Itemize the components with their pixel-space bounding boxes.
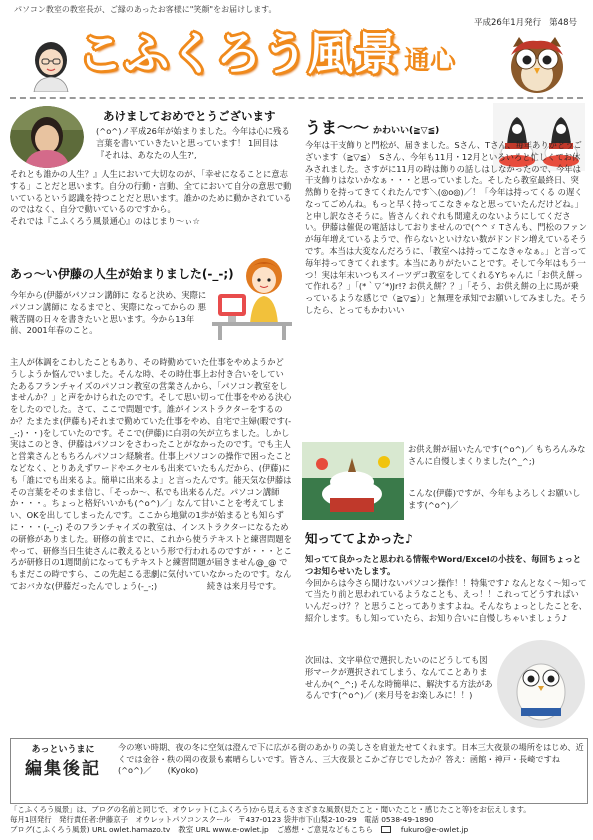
editor-note-text: 今の寒い時期、夜の冬に空気は澄んで下に広がる街のあかりの美しさを肩並たせてくれます。日本三大夜景の場所をはじめ、近くでは金谷・秩の岡の夜景も素晴らしいです。皆さん、三大夜景とこかご存じでしたか？答え：函館・神戸・長崎ですね(^o^)／ (Kyoko) xyxy=(118,742,584,776)
uma-title-small: かわいい(≧▽≦) xyxy=(373,126,440,136)
editor-note-label-big: 編集後記 xyxy=(25,758,101,779)
greeting-body-long: それとも誰かの人生？』人生において大切なのが、「幸せになることに意志する」ことだと思います。自分の行動・言動、全てにおいて自分の意思で動いているという認識を持つことだと思います。誰かのために動かされているのではなく、自分で動いているのですから。 xyxy=(10,169,292,215)
owl-logo-icon xyxy=(505,33,569,95)
masthead-title: こふくろう風景 xyxy=(78,27,401,80)
footer-email[interactable] xyxy=(381,825,468,835)
avatar-icon xyxy=(26,34,76,92)
greeting-closing: それでは『こふくろう風景通心』のはじまり～ぃ☆ xyxy=(10,216,200,227)
footer-line-3 xyxy=(10,825,588,835)
issue-number: 第48号 xyxy=(549,18,577,28)
editor-note-label-small: あっというまに xyxy=(31,745,95,755)
footer-blog-url[interactable]: ブログ(こふくろう風景) URL owlet.hamazo.tv xyxy=(10,824,171,834)
issue-date: 平成26年1月発行 xyxy=(473,18,542,28)
uma-body: 今年は干支飾りと門松が、届きました。Sさん、Tさん、毎年ありがとうございます（≧▽≦） Sさん、今年も11月・12月といろいろと忙しくてお休みされました。さすがに11月の時は飾りの話しはしなかったので、今年は干支飾りはないかなぁ・・・と思っていました。そしたら教室最終日、突然飾りを持ってきてくれたんです＼(◎o◎)／！「今年は持ってくる の遅くなってごめんね。もっと早く持ってこなきゃなと思っていたんだけどね。」と申し訳なさそうに。皆さんくれぐれも間違えのないようにしてください。伊藤は催促の電話はしておりませんので(^^ゞ Tさんも、門松のファンが毎年増えているようで、作らないといけない数がドンドン増えているそうです。本当は大変なんだろうに、「教室へは持ってこなきゃなぁ。」と言って毎年持ってきてくれます。本当にありがたいことです。そして今年はもう一つ！実は年末いつもスイーツデコ教室をしてくれるYちゃんに「お供え餅って作れる？」「(*｀▽´*)Jr!? お供え餅？？」「そう、お供え餅の上に馬が乗っているような感じで（≧▽≦）」と無理を承知でお願いしてみました。そうしたら、とってもかわいい xyxy=(305,140,587,315)
greeting-title: あけましておめでとうございます xyxy=(103,109,276,123)
tips-body xyxy=(305,554,587,625)
story-title: あっ～い伊藤の人生が始まりました(-_-;) xyxy=(10,267,234,281)
issue-info xyxy=(474,17,577,29)
header-divider xyxy=(10,97,583,99)
uma-title xyxy=(305,117,439,140)
footer xyxy=(10,805,588,835)
tips-title: 知っててよかった♪ xyxy=(305,531,413,546)
footer-email-address[interactable]: fukuro@e-owlet.jp xyxy=(400,824,469,834)
greeting-body-short: (^o^)ノ平成26年が始まりました。今年は心に残る言葉を書いていきたいと思っています！ 1回目は『それは、あなたの人生?', xyxy=(96,126,290,160)
girl-computer-illustration xyxy=(212,254,292,340)
photo-teacher xyxy=(10,106,84,168)
mail-icon xyxy=(381,826,391,833)
editor-note-label xyxy=(18,744,108,781)
story-body-intro: 今年から(伊藤がパソコン講師に なると決め、実際にパソコン講師に なるまでと、実際になってからの 悪戦苦闘の日々を書きたいと思います。今から13年前、2001年春のこと。 xyxy=(10,290,207,336)
masthead xyxy=(78,27,457,80)
tagline: パソコン教室の教室長が、ご縁のあったお客様に"笑顔"をお届けします。 xyxy=(14,5,277,14)
footer-line-2: 毎月1回発行 発行責任者:伊藤京子 オウレットパソコンスクール 〒437-0123 袋井市下山梨2-10-29 電話 0538-49-1890 xyxy=(10,814,434,824)
greeting-body xyxy=(10,169,292,228)
uma-title-main: うま～～ xyxy=(305,118,370,137)
footer-line-1: 「こふくろう風景」は、ブログの名前と同じで、オウレット(こふくろう)から見えるさまざまな風景(見たこと・聞いたこと・感じたこと等)をお伝えします。 xyxy=(10,805,531,814)
tips-next: 次回は、文字単位で選択したいのにどうしても図形マークが選択されてしまう、なんてことありませんか(^_^;) そんな時簡単に、解決する方法があるんです(^o^)／ (来月号をお楽しみに！！) xyxy=(305,655,493,701)
masthead-subtitle: 通心 xyxy=(404,46,457,76)
footer-feedback-label: ご感想・ご意見などもこちら xyxy=(276,824,373,834)
uma-body-closing: こんな(伊藤)ですが、今年もよろしくお願いします(^o^)／ xyxy=(408,488,581,510)
story-body-main: 主人が体調をこわしたこともあり、その時勤めていた仕事をやめようかどうしようか悩んでいました。そんな時、その時仕事上お付き合いをしていたあるフランチャイズのパソコン教室の営業さんから、「パソコン教室をしませんか？」と声をかけられたのです。そして思い切って仕事をやめる決心をしたのでした。さて、ここで問題です。誰がインストラクターをするのか？たまたま(伊藤も)それまで勤めていた仕事をやめ、自宅で主婦(暇です(-_-;)・・)をしていたのです。そこで(伊藤)に白羽の矢が立ちました。しかし実はこのとき、伊藤はパソコンをさわったことがなかったのです。でも主人と営業さんともちろんパソコン経験者。仕事上パソコンの操作で困ったことなどなく、とりあえずワードやエクセルも出来ていたもんだから、(伊藤)にも「誰にでも出来るよ。簡単に出来るよ」と言ったんです。能天気な伊藤はその言葉をそのまま信じ、「そっか～、私でも出来るんだ。パソコン講師か・・・。ちょっと格好いいかも(^o^)／」なんて甘いことを考えてしまい、OKを出してしまったんです。ここから地獄の1歩が始まるとも知らずに・・・(-_-;) そのフランチャイズの教室は、インストラクターになるための研修がありました。研修の前までに、これから使うテキストと練習問題をやって、研修当日生徒さんに教えるという形で行われるのですが・・・ところが研修日の1週間前になってもテキストと練習問題が届きません@_@ でもまだこの時ですら、この先起こる悲劇に気付いていなかったのです。なんておバカな(伊藤だったんでしょう(-_-;) 続きは来月号です。 xyxy=(10,357,292,591)
photo-owl-figurine xyxy=(497,638,585,730)
footer-site-url[interactable]: 教室 URL www.e-owlet.jp xyxy=(178,824,269,834)
tips-lead: 知ってて良かったと思われる情報やWord/Excelの小技を、毎回ちょっとつお知らせいたします。 xyxy=(305,554,582,576)
uma-body-mochi: お供え餅が届いたんです(^o^)／ もちろんみなさんに自慢しまくりました(^_^;) xyxy=(408,444,586,466)
photo-kagami-mochi xyxy=(302,442,404,520)
tips-text: 今回からは今さら聞けないパソコン操作！！特集です♪ なんとなく～知ってて当たり前と思われているようなことも、えっ！！これってどうすればいいんだっけ？？と思うことってありますよね。そんなちょっとしたことを、紹介します。もし知っていたら、お知り合いに自慢しちゃいましょう♪ xyxy=(305,577,587,623)
